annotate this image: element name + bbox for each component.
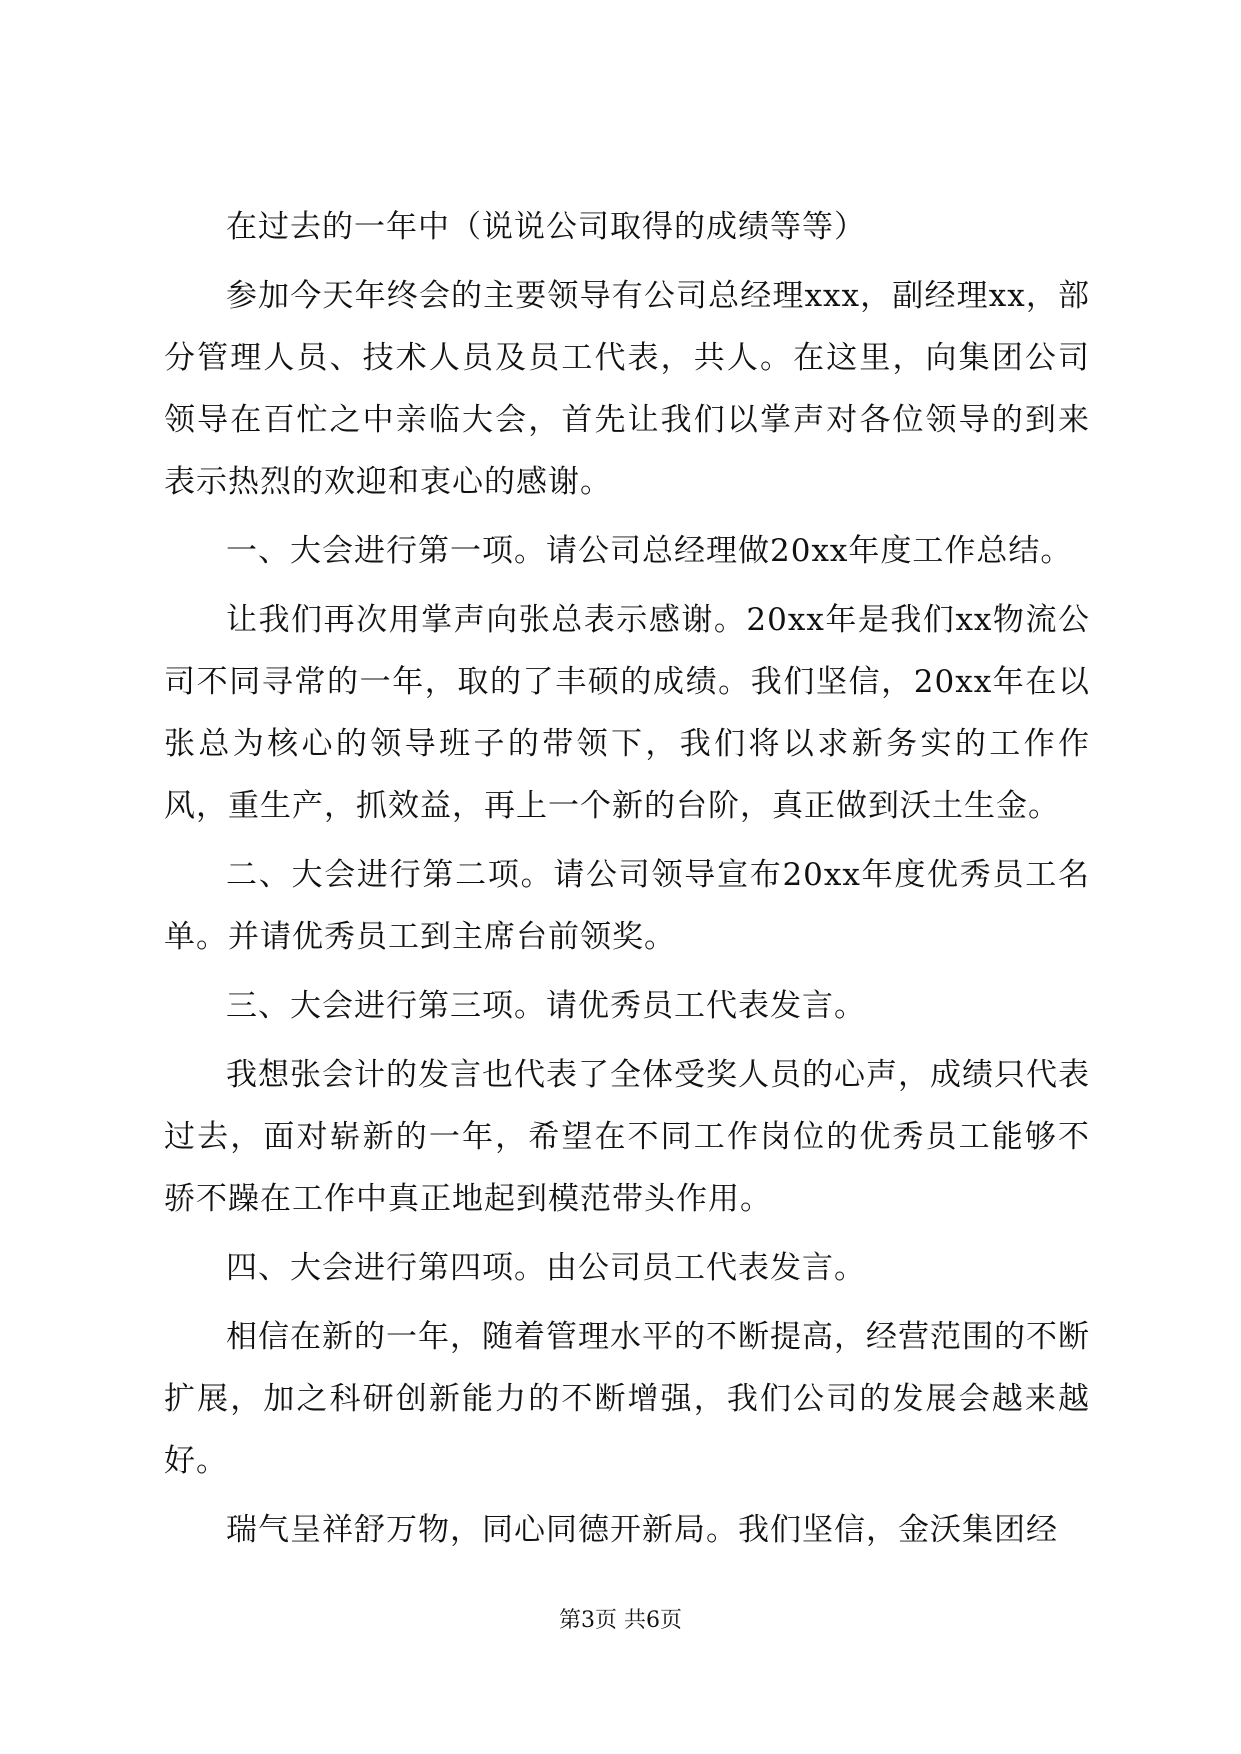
paragraph-closing: 瑞气呈祥舒万物，同心同德开新局。我们坚信，金沃集团经 <box>226 1512 1058 1548</box>
page-number-footer: 第3页 共6页 <box>559 1608 682 1633</box>
paragraph-thanks-manager: 让我们再次用掌声向张总表示感谢。20xx年是我们xx物流公司不同寻常的一年，取的了丰硕的成绩。我们坚信，20xx年在以张总为核心的领导班子的带领下，我们将以求新务实的工作作风，重生产，抓效益，再上一个新的台阶，真正做到沃土生金。 <box>164 602 1090 824</box>
paragraph-speech-response: 我想张会计的发言也代表了全体受奖人员的心声，成绩只代表过去，面对崭新的一年，希望在不同工作岗位的优秀员工能够不骄不躁在工作中真正地起到模范带头作用。 <box>164 1057 1090 1217</box>
document-body <box>164 196 1090 1568</box>
paragraph-agenda-item-3: 三、大会进行第三项。请优秀员工代表发言。 <box>226 988 866 1024</box>
paragraph-outlook: 相信在新的一年，随着管理水平的不断提高，经营范围的不断扩展，加之科研创新能力的不断增强，我们公司的发展会越来越好。 <box>164 1319 1090 1479</box>
paragraph-achievements: 在过去的一年中（说说公司取得的成绩等等） <box>226 209 866 245</box>
paragraph-agenda-item-4: 四、大会进行第四项。由公司员工代表发言。 <box>226 1250 866 1286</box>
paragraph-agenda-item-2: 二、大会进行第二项。请公司领导宣布20xx年度优秀员工名单。并请优秀员工到主席台前领奖。 <box>164 857 1090 955</box>
paragraph-agenda-item-1: 一、大会进行第一项。请公司总经理做20xx年度工作总结。 <box>226 533 1073 569</box>
paragraph-attending-leaders: 参加今天年终会的主要领导有公司总经理xxx，副经理xx，部分管理人员、技术人员及员工代表，共人。在这里，向集团公司领导在百忙之中亲临大会，首先让我们以掌声对各位领导的到来表示热烈的欢迎和衷心的感谢。 <box>164 278 1090 500</box>
